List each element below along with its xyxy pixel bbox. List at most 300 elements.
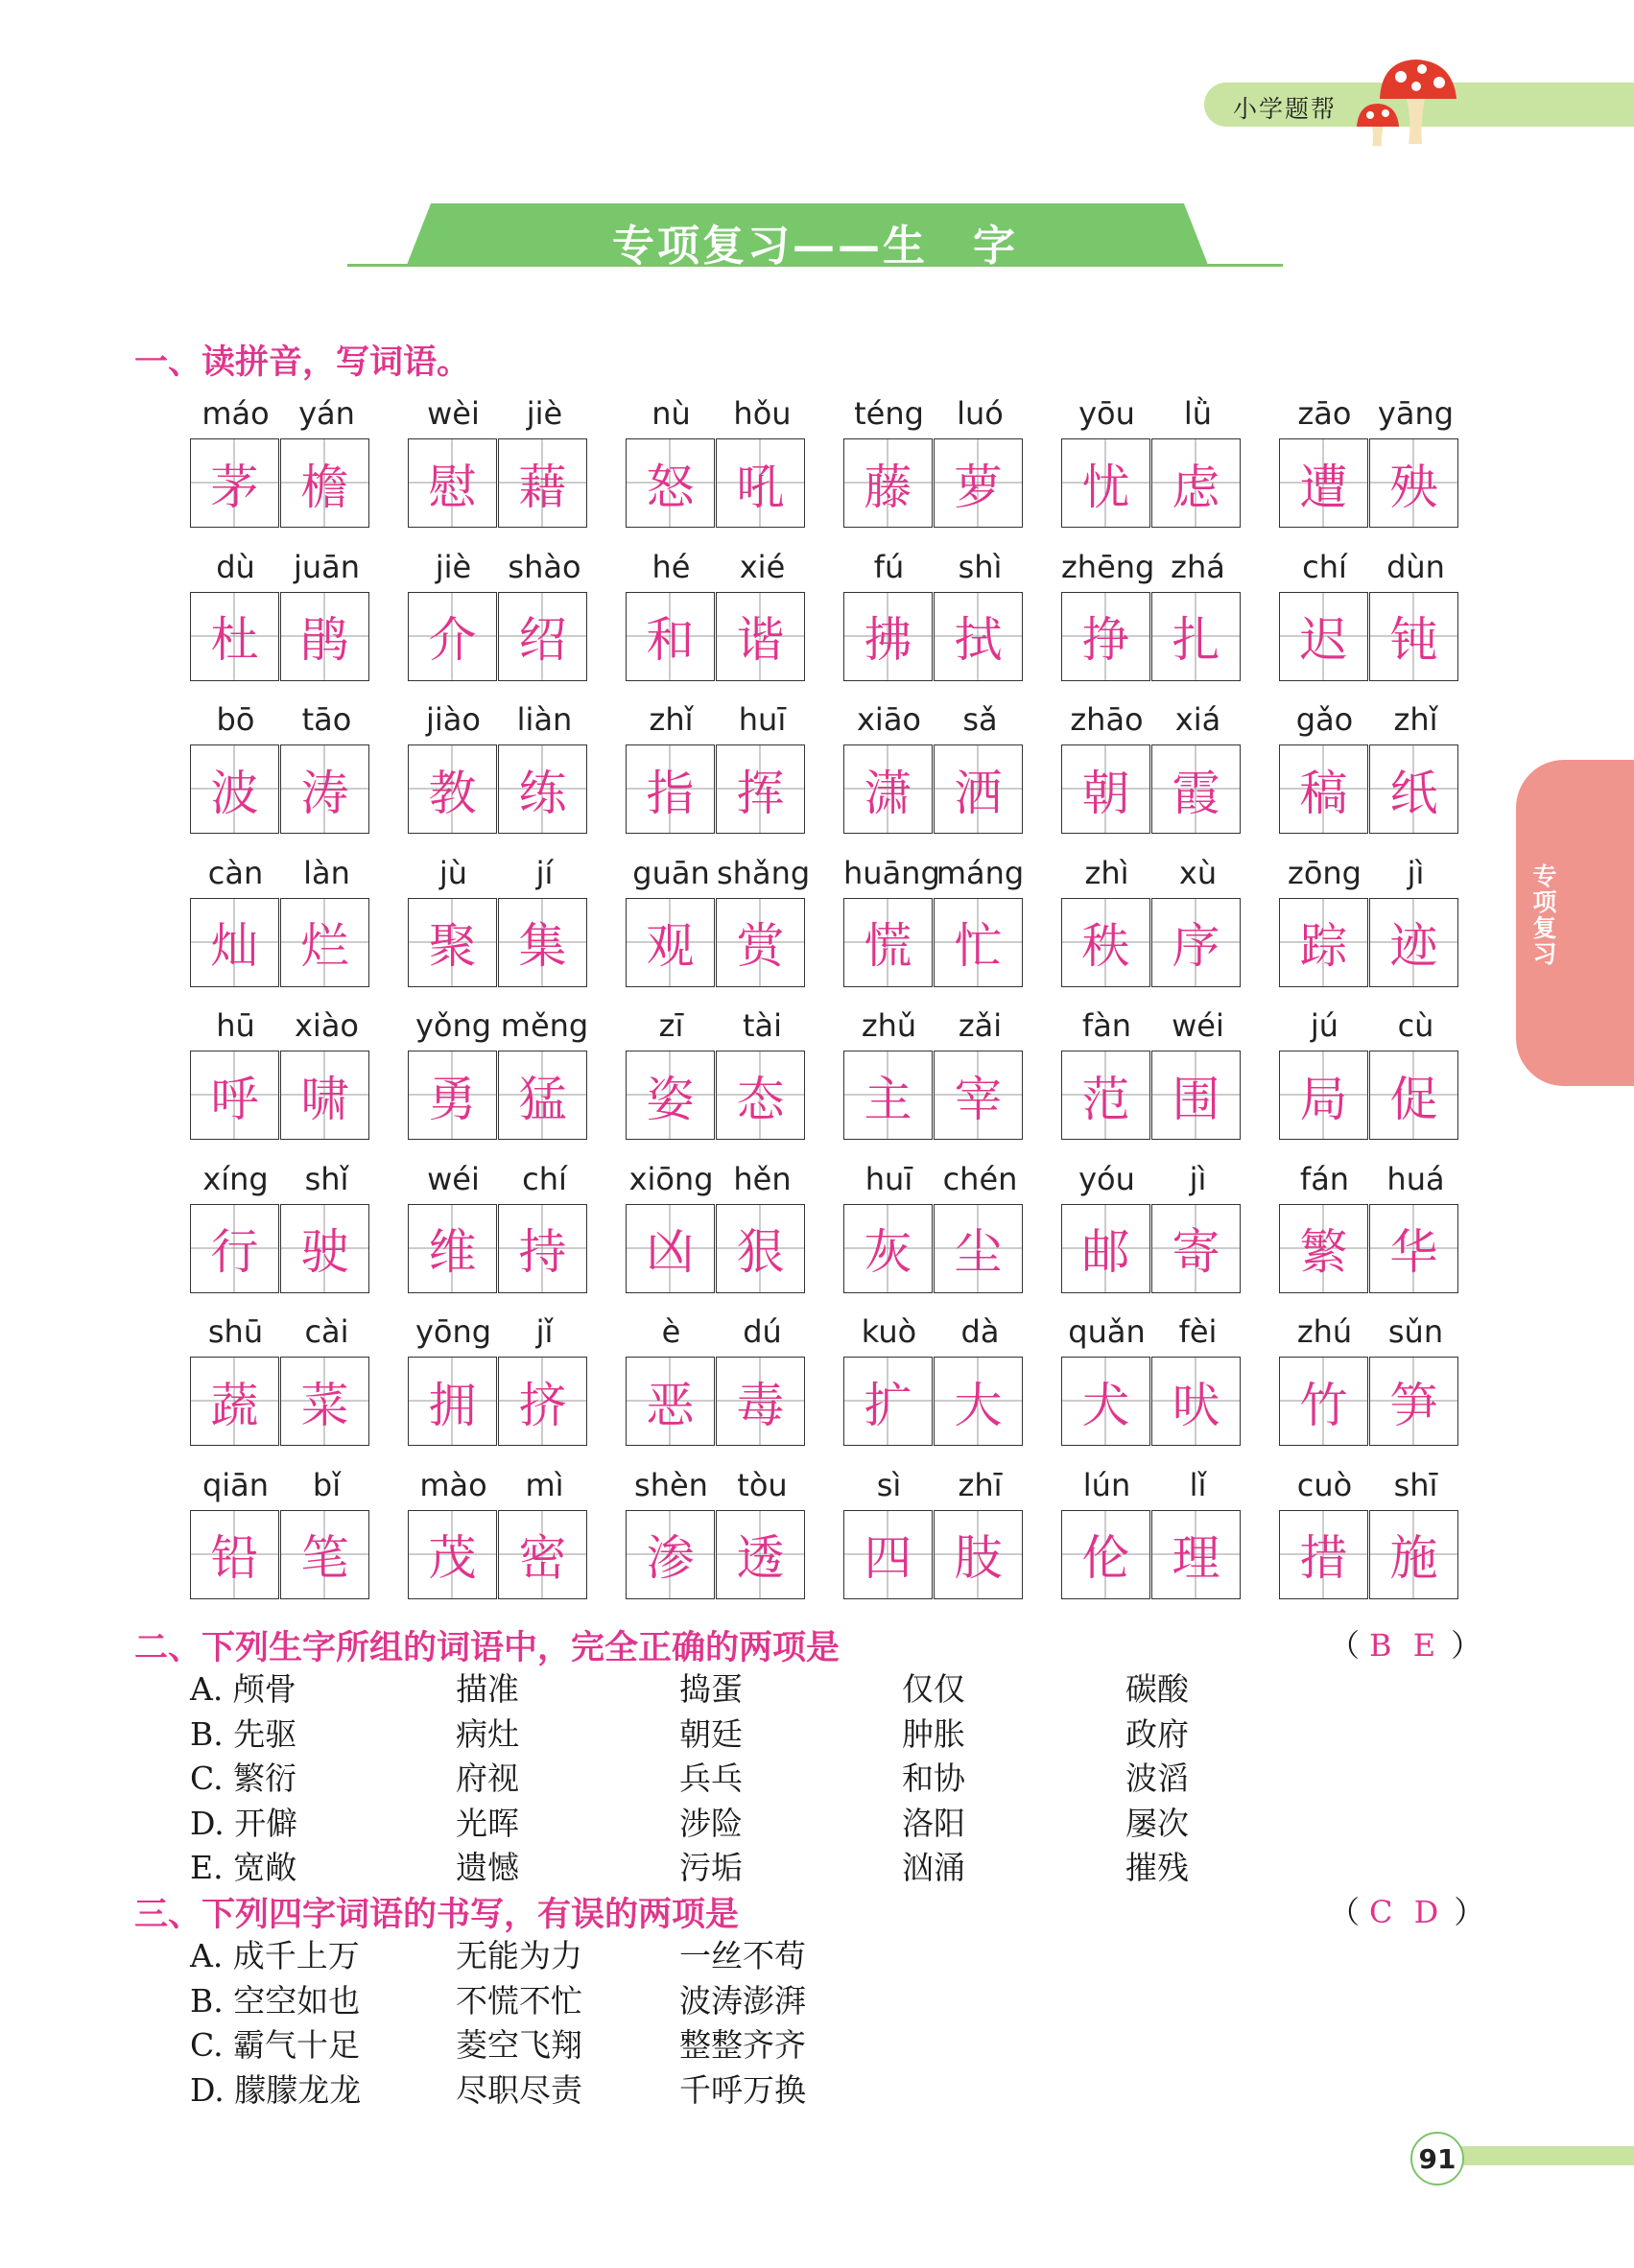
pinyin-label: shū bbox=[207, 1313, 264, 1350]
pinyin-label: xíng bbox=[202, 1160, 269, 1197]
pinyin-label: huá bbox=[1386, 1160, 1445, 1197]
tian-grid-box bbox=[1369, 1051, 1458, 1140]
tian-grid-box bbox=[498, 1357, 587, 1446]
tian-grid-box bbox=[190, 1357, 279, 1446]
pinyin-label: xié bbox=[739, 548, 786, 585]
tian-grid-box bbox=[498, 438, 587, 528]
word-cell bbox=[190, 1467, 372, 1613]
pinyin-label: zhǐ bbox=[649, 701, 694, 738]
pinyin-label: wéi bbox=[1172, 1007, 1224, 1044]
answer-character: 遭 bbox=[1299, 459, 1348, 515]
tian-grid-box bbox=[280, 1357, 369, 1446]
option-label: C. 霸气十足 bbox=[190, 2026, 361, 2064]
pinyin-label: jù bbox=[438, 854, 468, 891]
tian-grid-box bbox=[934, 1051, 1023, 1140]
tian-grid-box bbox=[408, 898, 497, 987]
pinyin-label: wèi bbox=[427, 395, 480, 432]
option-word: 兵乓 bbox=[679, 1760, 743, 1797]
answer-character: 姿 bbox=[646, 1071, 695, 1127]
answer-character: 吠 bbox=[1172, 1377, 1220, 1433]
word-cell bbox=[1279, 855, 1461, 1001]
pinyin-label: zōng bbox=[1288, 854, 1362, 891]
tian-grid-box bbox=[716, 1357, 805, 1446]
answer-character: 序 bbox=[1172, 918, 1220, 974]
answer-character: 伦 bbox=[1081, 1530, 1130, 1586]
answer-character: 透 bbox=[736, 1530, 785, 1586]
pinyin-label: nù bbox=[651, 395, 691, 432]
tian-grid-box bbox=[934, 744, 1023, 834]
answer-character: 鹃 bbox=[300, 612, 349, 668]
answer-character: 谐 bbox=[736, 612, 785, 668]
pinyin-label: cài bbox=[304, 1313, 349, 1350]
answer-character: 渗 bbox=[646, 1530, 695, 1586]
tian-grid-box bbox=[716, 1204, 805, 1293]
pinyin-label: zǎi bbox=[958, 1007, 1003, 1044]
pinyin-label: gǎo bbox=[1295, 701, 1354, 738]
answer-character: 灰 bbox=[864, 1224, 912, 1280]
section1-heading: 一、读拼音，写词语。 bbox=[134, 343, 471, 382]
pinyin-label: sǔn bbox=[1387, 1313, 1444, 1350]
option-word: 光晖 bbox=[456, 1804, 519, 1842]
answer-character: 藉 bbox=[518, 459, 567, 515]
answer-character: 杜 bbox=[210, 612, 259, 668]
pinyin-label: hǒu bbox=[733, 395, 792, 432]
option-label: E. 宽敞 bbox=[190, 1849, 297, 1886]
word-cell bbox=[190, 855, 372, 1001]
answer-character: 理 bbox=[1172, 1530, 1220, 1586]
tian-grid-box bbox=[1279, 1051, 1368, 1140]
pinyin-label: yōng bbox=[414, 1313, 492, 1350]
word-cell bbox=[1279, 1007, 1461, 1153]
tian-grid-box bbox=[498, 1051, 587, 1140]
answer-character: 猛 bbox=[518, 1071, 567, 1127]
tian-grid-box bbox=[934, 1357, 1023, 1446]
tian-grid-box bbox=[626, 592, 715, 681]
answer-character: 介 bbox=[428, 612, 477, 668]
tian-grid-box bbox=[1151, 1510, 1241, 1599]
answer-character: 聚 bbox=[428, 918, 477, 974]
answer-character: 檐 bbox=[300, 459, 349, 515]
tian-grid-box bbox=[1061, 1051, 1150, 1140]
pinyin-label: yóu bbox=[1078, 1160, 1135, 1197]
pinyin-label: tài bbox=[742, 1007, 783, 1044]
pinyin-label: jú bbox=[1310, 1007, 1339, 1044]
word-cell bbox=[843, 1467, 1026, 1613]
word-cell bbox=[1061, 701, 1243, 847]
answer-character: 肢 bbox=[954, 1530, 1003, 1586]
section3-answer-value: C D bbox=[1369, 1894, 1445, 1930]
word-cell bbox=[626, 1467, 808, 1613]
answer-character: 啸 bbox=[300, 1071, 349, 1127]
tian-grid-box bbox=[408, 1357, 497, 1446]
tian-grid-box bbox=[1151, 1051, 1241, 1140]
word-cell bbox=[626, 1007, 808, 1153]
answer-character: 扎 bbox=[1172, 612, 1220, 668]
tian-grid-box bbox=[280, 438, 369, 528]
side-tab-label: 专项复习 bbox=[1529, 863, 1557, 967]
pinyin-label: chí bbox=[1302, 548, 1347, 585]
answer-character: 密 bbox=[518, 1530, 567, 1586]
word-cell bbox=[1061, 1467, 1243, 1613]
answer-character: 波 bbox=[210, 765, 259, 821]
option-word: 波涛澎湃 bbox=[679, 1981, 806, 2020]
pinyin-label: dà bbox=[960, 1313, 1000, 1350]
pinyin-label: shǎng bbox=[717, 854, 811, 891]
pinyin-label: jiè bbox=[526, 395, 563, 432]
word-cell bbox=[843, 1161, 1026, 1307]
pinyin-label: mào bbox=[419, 1466, 487, 1503]
tian-grid-box bbox=[843, 898, 933, 987]
tian-grid-box bbox=[843, 1357, 933, 1446]
tian-grid-box bbox=[843, 1510, 933, 1599]
tian-grid-box bbox=[190, 898, 279, 987]
answer-character: 灿 bbox=[210, 918, 259, 974]
tian-grid-box bbox=[1279, 1204, 1368, 1293]
pinyin-label: zī bbox=[658, 1007, 684, 1044]
tian-grid-box bbox=[716, 744, 805, 834]
answer-character: 措 bbox=[1299, 1530, 1348, 1586]
tian-grid-box bbox=[1061, 592, 1150, 681]
tian-grid-box bbox=[716, 438, 805, 528]
tian-grid-box bbox=[626, 1357, 715, 1446]
section3-answer: （ C D ） bbox=[1329, 1894, 1485, 1930]
tian-grid-box bbox=[843, 1051, 933, 1140]
tian-grid-box bbox=[498, 592, 587, 681]
word-cell bbox=[408, 549, 590, 695]
tian-grid-box bbox=[843, 592, 933, 681]
word-cell bbox=[626, 395, 808, 541]
option-label: D. 朦朦龙龙 bbox=[190, 2070, 362, 2109]
pinyin-label: zhāo bbox=[1070, 701, 1144, 738]
option-word: 朝廷 bbox=[679, 1714, 743, 1753]
answer-character: 凶 bbox=[646, 1224, 695, 1280]
answer-character: 勇 bbox=[428, 1071, 477, 1127]
tian-grid-box bbox=[843, 744, 933, 834]
tian-grid-box bbox=[1151, 438, 1241, 528]
answer-character: 茅 bbox=[210, 459, 259, 515]
pinyin-label: xiōng bbox=[628, 1160, 714, 1197]
tian-grid-box bbox=[498, 1510, 587, 1599]
pinyin-label: chí bbox=[522, 1160, 567, 1197]
pinyin-label: zhēng bbox=[1061, 548, 1155, 585]
answer-character: 四 bbox=[864, 1530, 912, 1586]
pinyin-label: fàn bbox=[1081, 1007, 1132, 1044]
answer-character: 维 bbox=[428, 1224, 477, 1280]
answer-character: 施 bbox=[1389, 1530, 1438, 1586]
tian-grid-box bbox=[626, 744, 715, 834]
answer-character: 促 bbox=[1389, 1071, 1438, 1127]
tian-grid-box bbox=[1279, 438, 1368, 528]
answer-character: 拂 bbox=[864, 612, 912, 668]
pinyin-label: quǎn bbox=[1068, 1313, 1146, 1350]
tian-grid-box bbox=[934, 1510, 1023, 1599]
answer-character: 邮 bbox=[1081, 1224, 1130, 1280]
answer-character: 殃 bbox=[1389, 459, 1438, 515]
answer-character: 持 bbox=[518, 1224, 567, 1280]
answer-character: 菜 bbox=[300, 1377, 349, 1433]
pinyin-label: zhǔ bbox=[861, 1007, 917, 1044]
answer-character: 恶 bbox=[646, 1377, 695, 1433]
answer-character: 呼 bbox=[210, 1071, 259, 1127]
answer-character: 大 bbox=[954, 1377, 1003, 1433]
pinyin-label: hū bbox=[216, 1007, 255, 1044]
tian-grid-box bbox=[934, 1204, 1023, 1293]
answer-character: 笔 bbox=[300, 1530, 349, 1586]
word-cell bbox=[843, 701, 1026, 847]
answer-character: 狠 bbox=[736, 1224, 785, 1280]
pinyin-label: liàn bbox=[516, 701, 573, 738]
tian-grid-box bbox=[934, 898, 1023, 987]
answer-character: 虑 bbox=[1172, 459, 1220, 515]
word-cell bbox=[1061, 1161, 1243, 1307]
pinyin-label: měng bbox=[500, 1007, 589, 1044]
tian-grid-box bbox=[1369, 1510, 1458, 1599]
answer-character: 萝 bbox=[954, 459, 1003, 515]
word-cell bbox=[408, 1467, 590, 1613]
pinyin-label: shī bbox=[1393, 1466, 1438, 1503]
pinyin-label: càn bbox=[207, 854, 264, 891]
word-cell bbox=[626, 1313, 808, 1459]
pinyin-label: luó bbox=[957, 395, 1004, 432]
option-word: 汹涌 bbox=[902, 1849, 965, 1886]
answer-character: 集 bbox=[518, 918, 567, 974]
answer-character: 行 bbox=[210, 1224, 259, 1280]
tian-grid-box bbox=[716, 898, 805, 987]
answer-character: 迟 bbox=[1299, 612, 1348, 668]
tian-grid-box bbox=[626, 898, 715, 987]
tian-grid-box bbox=[280, 744, 369, 834]
answer-character: 主 bbox=[864, 1071, 912, 1127]
word-cell bbox=[1061, 549, 1243, 695]
pinyin-label: shào bbox=[508, 548, 581, 585]
pinyin-label: qiān bbox=[201, 1466, 270, 1503]
word-cell bbox=[190, 1313, 372, 1459]
tian-grid-box bbox=[498, 744, 587, 834]
answer-character: 繁 bbox=[1299, 1224, 1348, 1280]
answer-character: 藤 bbox=[864, 459, 912, 515]
pinyin-label: máng bbox=[935, 854, 1025, 891]
pinyin-label: tòu bbox=[737, 1466, 788, 1503]
word-cell bbox=[1279, 1313, 1461, 1459]
pinyin-label: huāng bbox=[843, 854, 940, 891]
tian-grid-box bbox=[1369, 1357, 1458, 1446]
tian-grid-box bbox=[498, 1204, 587, 1293]
pinyin-label: fán bbox=[1299, 1160, 1350, 1197]
tian-grid-box bbox=[934, 438, 1023, 528]
option-word: 碳酸 bbox=[1125, 1670, 1189, 1708]
tian-grid-box bbox=[1369, 438, 1458, 528]
pinyin-label: zhì bbox=[1084, 854, 1129, 891]
pinyin-label: xiào bbox=[294, 1007, 359, 1044]
tian-grid-box bbox=[190, 744, 279, 834]
answer-character: 范 bbox=[1081, 1071, 1130, 1127]
mushroom-icon bbox=[1353, 56, 1468, 147]
page-title: 专项复习——生 字 bbox=[612, 222, 1018, 271]
word-cell bbox=[1061, 1313, 1243, 1459]
pinyin-label: lǜ bbox=[1183, 395, 1213, 432]
pinyin-label: xiá bbox=[1174, 701, 1221, 738]
answer-character: 怒 bbox=[646, 459, 695, 515]
answer-character: 潇 bbox=[864, 765, 912, 821]
word-cell bbox=[843, 549, 1026, 695]
option-word: 一丝不苟 bbox=[679, 1937, 806, 1974]
tian-grid-box bbox=[408, 744, 497, 834]
option-word: 遗憾 bbox=[456, 1849, 519, 1886]
option-word: 肿胀 bbox=[902, 1714, 965, 1753]
answer-character: 踪 bbox=[1299, 918, 1348, 974]
option-label: C. 繁衍 bbox=[190, 1760, 297, 1797]
pinyin-label: cù bbox=[1397, 1007, 1434, 1044]
word-cell bbox=[1279, 701, 1461, 847]
answer-character: 迹 bbox=[1389, 918, 1438, 974]
option-word: 仅仅 bbox=[902, 1670, 965, 1708]
tian-grid-box bbox=[716, 1510, 805, 1599]
answer-character: 指 bbox=[646, 765, 695, 821]
answer-character: 教 bbox=[428, 765, 477, 821]
pinyin-label: zhú bbox=[1296, 1313, 1353, 1350]
option-word: 摧残 bbox=[1125, 1849, 1189, 1886]
pinyin-label: dú bbox=[743, 1313, 782, 1350]
pinyin-label: yōu bbox=[1078, 395, 1135, 432]
answer-character: 拥 bbox=[428, 1377, 477, 1433]
tian-grid-box bbox=[626, 1204, 715, 1293]
section2-answer: （ B E ） bbox=[1329, 1627, 1482, 1664]
tian-grid-box bbox=[190, 1204, 279, 1293]
word-cell bbox=[190, 1161, 372, 1307]
pinyin-label: yán bbox=[298, 395, 355, 432]
pinyin-label: lún bbox=[1082, 1466, 1131, 1503]
tian-grid-box bbox=[1279, 898, 1368, 987]
word-cell bbox=[626, 549, 808, 695]
pinyin-label: jí bbox=[535, 854, 554, 891]
word-cell bbox=[408, 1313, 590, 1459]
pinyin-label: zāo bbox=[1297, 395, 1352, 432]
tian-grid-box bbox=[1279, 1357, 1368, 1446]
answer-character: 驶 bbox=[300, 1224, 349, 1280]
option-word: 病灶 bbox=[456, 1714, 519, 1753]
answer-character: 绍 bbox=[518, 612, 567, 668]
answer-character: 挤 bbox=[518, 1377, 567, 1433]
answer-character: 朝 bbox=[1081, 765, 1130, 821]
option-label: A. 颅骨 bbox=[190, 1670, 296, 1708]
option-word: 千呼万换 bbox=[679, 2070, 806, 2109]
section2-answer-value: B E bbox=[1369, 1627, 1442, 1664]
option-word: 涉险 bbox=[679, 1804, 743, 1842]
option-label: A. 成千上万 bbox=[190, 1937, 360, 1974]
word-cell bbox=[408, 1007, 590, 1153]
pinyin-label: bō bbox=[216, 701, 255, 738]
pinyin-label: làn bbox=[303, 854, 350, 891]
word-cell bbox=[1279, 1467, 1461, 1613]
tian-grid-box bbox=[843, 1204, 933, 1293]
answer-character: 纸 bbox=[1389, 765, 1438, 821]
tian-grid-box bbox=[1369, 744, 1458, 834]
answer-character: 涛 bbox=[300, 765, 349, 821]
tian-grid-box bbox=[934, 592, 1023, 681]
answer-character: 忙 bbox=[954, 918, 1003, 974]
answer-character: 蔬 bbox=[210, 1377, 259, 1433]
word-cell bbox=[190, 549, 372, 695]
pinyin-label: hěn bbox=[733, 1160, 792, 1197]
option-word: 政府 bbox=[1125, 1714, 1189, 1753]
tian-grid-box bbox=[190, 438, 279, 528]
pinyin-label: chén bbox=[942, 1160, 1018, 1197]
tian-grid-box bbox=[408, 1051, 497, 1140]
pinyin-label: jì bbox=[1189, 1160, 1207, 1197]
pinyin-label: hé bbox=[651, 548, 691, 585]
tian-grid-box bbox=[280, 1510, 369, 1599]
option-label: B. 空空如也 bbox=[190, 1981, 361, 2020]
word-cell bbox=[1061, 395, 1243, 541]
answer-character: 烂 bbox=[300, 918, 349, 974]
tian-grid-box bbox=[843, 438, 933, 528]
pinyin-label: tāo bbox=[301, 701, 352, 738]
answer-character: 洒 bbox=[954, 765, 1003, 821]
tian-grid-box bbox=[1151, 592, 1241, 681]
tian-grid-box bbox=[1151, 1204, 1241, 1293]
word-cell bbox=[1061, 1007, 1243, 1153]
answer-character: 寄 bbox=[1172, 1224, 1220, 1280]
pinyin-label: jǐ bbox=[535, 1313, 554, 1350]
answer-character: 态 bbox=[736, 1071, 785, 1127]
pinyin-label: sǎ bbox=[962, 701, 998, 738]
word-cell bbox=[843, 1007, 1026, 1153]
pinyin-label: huī bbox=[864, 1160, 913, 1197]
section2-heading: 二、下列生字所组的词语中，完全正确的两项是 bbox=[134, 1629, 841, 1667]
tian-grid-box bbox=[626, 438, 715, 528]
pinyin-label: xù bbox=[1178, 854, 1218, 891]
word-cell bbox=[190, 1007, 372, 1153]
option-word: 洛阳 bbox=[902, 1804, 965, 1842]
pinyin-label: cuò bbox=[1296, 1466, 1353, 1503]
option-word: 屡次 bbox=[1125, 1804, 1189, 1842]
word-cell bbox=[843, 855, 1026, 1001]
word-cell bbox=[1279, 1161, 1461, 1307]
answer-character: 练 bbox=[518, 765, 567, 821]
answer-character: 挥 bbox=[736, 765, 785, 821]
word-cell bbox=[190, 395, 372, 541]
option-word: 府视 bbox=[456, 1760, 519, 1797]
tian-grid-box bbox=[190, 1510, 279, 1599]
answer-character: 挣 bbox=[1081, 612, 1130, 668]
pinyin-label: jì bbox=[1407, 854, 1425, 891]
word-cell bbox=[1279, 395, 1461, 541]
answer-character: 观 bbox=[646, 918, 695, 974]
word-cell bbox=[408, 1161, 590, 1307]
tian-grid-box bbox=[1151, 744, 1241, 834]
word-cell bbox=[626, 1161, 808, 1307]
answer-character: 赏 bbox=[736, 918, 785, 974]
pinyin-label: fèi bbox=[1178, 1313, 1218, 1350]
answer-character: 茂 bbox=[428, 1530, 477, 1586]
word-cell bbox=[190, 701, 372, 847]
option-word: 捣蛋 bbox=[679, 1670, 743, 1708]
pinyin-label: huī bbox=[738, 701, 787, 738]
option-word: 不慌不忙 bbox=[456, 1981, 582, 2020]
tian-grid-box bbox=[626, 1051, 715, 1140]
pinyin-label: zhǐ bbox=[1393, 701, 1438, 738]
pinyin-label: dù bbox=[216, 548, 255, 585]
tian-grid-box bbox=[1369, 592, 1458, 681]
tian-grid-box bbox=[1061, 1357, 1150, 1446]
word-cell bbox=[1061, 855, 1243, 1001]
option-word: 描准 bbox=[456, 1670, 519, 1708]
answer-character: 拭 bbox=[954, 612, 1003, 668]
option-word: 尽职尽责 bbox=[456, 2070, 582, 2109]
pinyin-label: lǐ bbox=[1189, 1466, 1207, 1503]
pinyin-label: zhá bbox=[1171, 548, 1225, 585]
answer-character: 秩 bbox=[1081, 918, 1130, 974]
